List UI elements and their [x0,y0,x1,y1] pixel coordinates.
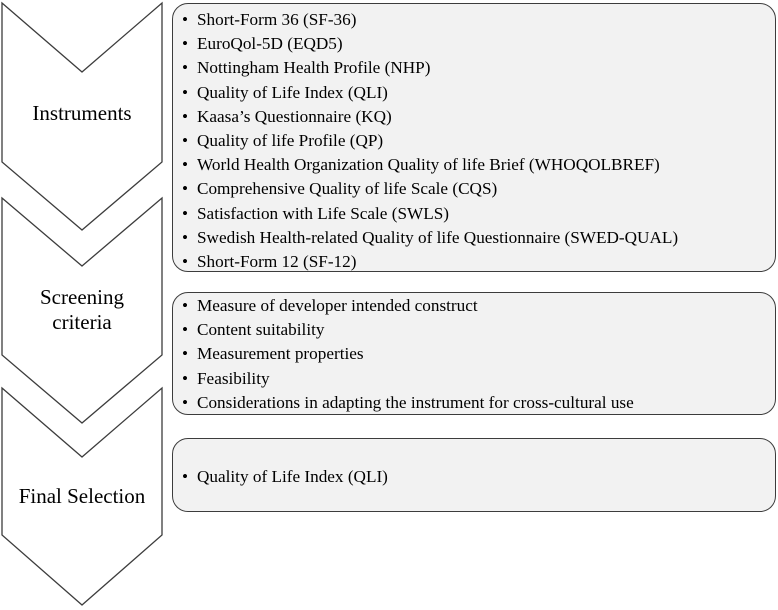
instruments-list [173,8,775,274]
screening-criteria-list [173,294,775,415]
stage-label-final-selection: Final Selection [18,484,146,508]
list-item: • World Health Organization Quality of life Brief (WHOQOLBREF) [173,153,775,177]
screening-criteria-panel [172,292,776,415]
list-item: • Quality of life Profile (QP) [173,129,775,153]
list-item: • Measure of developer intended construct [173,294,775,318]
list-item: • Measurement properties [173,342,775,366]
list-item: • Short-Form 12 (SF-12) [173,250,775,274]
list-item: • Short-Form 36 (SF-36) [173,8,775,32]
list-item: • Satisfaction with Life Scale (SWLS) [173,202,775,226]
final-selection-list [173,465,775,489]
list-item: • EuroQol-5D (EQD5) [173,32,775,56]
stage-label-line: Screening [40,285,124,309]
list-item: • Swedish Health-related Quality of life Questionnaire (SWED-QUAL) [173,226,775,250]
list-item: • Considerations in adapting the instrument for cross-cultural use [173,391,775,415]
list-item: • Content suitability [173,318,775,342]
stage-label-instruments: Instruments [32,101,132,125]
list-item: • Kaasa’s Questionnaire (KQ) [173,105,775,129]
list-item: • Nottingham Health Profile (NHP) [173,56,775,80]
list-item: • Quality of Life Index (QLI) [173,81,775,105]
instruments-panel [172,3,776,272]
stage-label-line: criteria [52,310,112,334]
list-item: • Quality of Life Index (QLI) [173,465,775,489]
final-selection-panel [172,438,776,512]
list-item: • Comprehensive Quality of life Scale (CQS) [173,177,775,201]
stage-label-screening-criteria [2,285,162,335]
list-item: • Feasibility [173,367,775,391]
